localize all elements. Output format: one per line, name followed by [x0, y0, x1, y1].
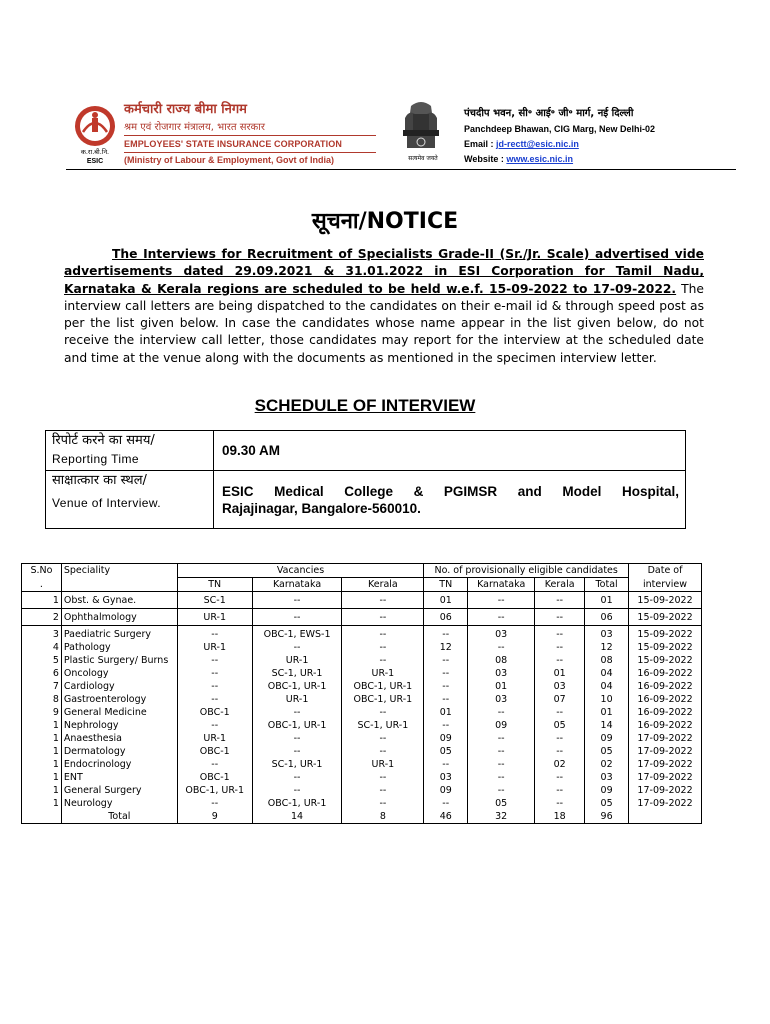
col-elig-kerala: Kerala	[535, 578, 585, 592]
row-sno: 2	[22, 609, 62, 626]
col-elig-tn: TN	[424, 578, 468, 592]
row-vac-kerala: --	[342, 609, 424, 626]
venue-label	[46, 471, 214, 529]
row-sno: 1	[22, 771, 62, 784]
row-date: 17-09-2022	[629, 771, 702, 784]
row-date: 15-09-2022	[629, 654, 702, 667]
row-speciality: Paediatric Surgery	[61, 626, 177, 642]
letterhead	[66, 100, 736, 170]
row-vac-kerala: --	[342, 626, 424, 642]
logo-text-english: ESIC	[86, 158, 104, 165]
row-elig-karnataka: --	[468, 609, 535, 626]
col-elig-karnataka: Karnataka	[468, 578, 535, 592]
row-vac-tn: OBC-1	[177, 706, 252, 719]
row-elig-tn: 03	[424, 771, 468, 784]
row-speciality: ENT	[61, 771, 177, 784]
row-vac-kerala: --	[342, 732, 424, 745]
row-elig-kerala: --	[535, 641, 585, 654]
reporting-time-row	[46, 431, 686, 471]
total-v-kerala: 8	[342, 810, 424, 824]
row-vac-karnataka: --	[252, 706, 342, 719]
row-elig-total: 14	[585, 719, 629, 732]
address-english: Panchdeep Bhawan, CIG Marg, New Delhi-02	[464, 124, 656, 134]
total-date-blank	[629, 810, 702, 824]
row-elig-tn: 06	[424, 609, 468, 626]
header-row-1	[22, 564, 702, 578]
table-row	[22, 732, 702, 745]
col-sno: S.No	[22, 564, 62, 578]
row-vac-karnataka: SC-1, UR-1	[252, 667, 342, 680]
row-elig-tn: --	[424, 693, 468, 706]
row-speciality: Cardiology	[61, 680, 177, 693]
row-vac-tn: --	[177, 797, 252, 810]
row-speciality: Oncology	[61, 667, 177, 680]
row-date: 15-09-2022	[629, 609, 702, 626]
row-elig-total: 03	[585, 771, 629, 784]
row-elig-tn: 01	[424, 592, 468, 609]
interview-info-table	[45, 430, 686, 529]
row-elig-total: 04	[585, 667, 629, 680]
row-elig-karnataka: --	[468, 745, 535, 758]
row-vac-kerala: --	[342, 784, 424, 797]
total-e-tn: 46	[424, 810, 468, 824]
row-elig-kerala: 07	[535, 693, 585, 706]
total-e-karnataka: 32	[468, 810, 535, 824]
ministry-english: (Ministry of Labour & Employment, Govt of India)	[124, 155, 335, 165]
row-date: 17-09-2022	[629, 745, 702, 758]
row-elig-tn: --	[424, 680, 468, 693]
total-label: Total	[61, 810, 177, 824]
row-elig-kerala: --	[535, 609, 585, 626]
col-date: Date of	[629, 564, 702, 578]
row-elig-karnataka: --	[468, 771, 535, 784]
row-elig-karnataka: --	[468, 641, 535, 654]
col-sno-dot: .	[22, 578, 62, 592]
col-vac-karnataka: Karnataka	[252, 578, 342, 592]
row-vac-tn: OBC-1, UR-1	[177, 784, 252, 797]
row-elig-karnataka: 08	[468, 654, 535, 667]
row-elig-karnataka: 03	[468, 626, 535, 642]
website-line	[464, 152, 744, 167]
reporting-label	[46, 431, 214, 471]
row-elig-tn: 12	[424, 641, 468, 654]
row-vac-tn: --	[177, 667, 252, 680]
col-vac-kerala: Kerala	[342, 578, 424, 592]
row-elig-karnataka: 05	[468, 797, 535, 810]
row-sno: 6	[22, 667, 62, 680]
venue-line-2: Rajajinagar, Bangalore-560010.	[222, 501, 421, 516]
row-elig-kerala: --	[535, 732, 585, 745]
venue-label-english: Venue of Interview.	[52, 496, 162, 510]
col-vacancies: Vacancies	[177, 564, 423, 578]
org-name-english: EMPLOYEES' STATE INSURANCE CORPORATION	[124, 139, 342, 149]
row-elig-total: 01	[585, 592, 629, 609]
row-date: 15-09-2022	[629, 641, 702, 654]
row-elig-tn: --	[424, 758, 468, 771]
row-date: 16-09-2022	[629, 719, 702, 732]
total-v-tn: 9	[177, 810, 252, 824]
row-elig-karnataka: --	[468, 732, 535, 745]
row-elig-total: 12	[585, 641, 629, 654]
row-elig-kerala: --	[535, 797, 585, 810]
row-elig-karnataka: --	[468, 784, 535, 797]
table-row	[22, 680, 702, 693]
org-divider-2	[124, 152, 376, 153]
row-elig-total: 05	[585, 745, 629, 758]
reporting-label-english: Reporting Time	[52, 452, 139, 466]
row-vac-karnataka: OBC-1, UR-1	[252, 719, 342, 732]
row-vac-tn: --	[177, 626, 252, 642]
table-row	[22, 667, 702, 680]
row-vac-karnataka: UR-1	[252, 693, 342, 706]
email-link[interactable]: jd-rectt@esic.nic.in	[496, 139, 579, 149]
row-speciality: Neurology	[61, 797, 177, 810]
col-elig-total: Total	[585, 578, 629, 592]
venue-value	[214, 471, 686, 529]
row-vac-kerala: --	[342, 654, 424, 667]
row-vac-karnataka: OBC-1, UR-1	[252, 797, 342, 810]
row-elig-tn: 01	[424, 706, 468, 719]
org-divider	[124, 135, 376, 136]
notice-text: The interview call letters are being dispatched to the candidates on their e-mail id & through speed post as per the list given below. In case the candidates whose name appear in the list given below, do not receive the interview call letter, those candidates may report for the interview at the scheduled date and time at the venue along with the documents as mentioned in the specimen interview letter.	[64, 281, 704, 365]
row-elig-karnataka: --	[468, 592, 535, 609]
table-row	[22, 592, 702, 609]
row-vac-karnataka: OBC-1, EWS-1	[252, 626, 342, 642]
row-date: 17-09-2022	[629, 758, 702, 771]
row-elig-tn: --	[424, 797, 468, 810]
row-elig-total: 03	[585, 626, 629, 642]
row-date: 16-09-2022	[629, 667, 702, 680]
notice-title: सूचना/NOTICE	[311, 209, 459, 234]
row-elig-tn: --	[424, 719, 468, 732]
email-line	[464, 137, 744, 152]
row-elig-total: 08	[585, 654, 629, 667]
row-vac-kerala: UR-1	[342, 667, 424, 680]
row-date: 16-09-2022	[629, 680, 702, 693]
table-row	[22, 626, 702, 642]
row-elig-total: 10	[585, 693, 629, 706]
vacancy-rows	[22, 592, 702, 811]
row-vac-karnataka: OBC-1, UR-1	[252, 680, 342, 693]
row-elig-kerala: --	[535, 784, 585, 797]
total-sno-blank	[22, 810, 62, 824]
emblem-motto: सत्यमेव जयते	[408, 155, 438, 162]
reporting-time-value: 09.30 AM	[214, 431, 686, 471]
row-date: 16-09-2022	[629, 693, 702, 706]
header-row-2	[22, 578, 702, 592]
row-sno: 1	[22, 592, 62, 609]
row-sno: 5	[22, 654, 62, 667]
row-speciality: Gastroenterology	[61, 693, 177, 706]
row-vac-kerala: --	[342, 592, 424, 609]
row-vac-karnataka: --	[252, 771, 342, 784]
row-elig-karnataka: --	[468, 706, 535, 719]
table-row	[22, 758, 702, 771]
row-vac-karnataka: --	[252, 745, 342, 758]
esic-logo	[70, 104, 120, 166]
total-v-karnataka: 14	[252, 810, 342, 824]
row-speciality: Ophthalmology	[61, 609, 177, 626]
row-vac-karnataka: SC-1, UR-1	[252, 758, 342, 771]
row-vac-tn: UR-1	[177, 609, 252, 626]
table-row	[22, 771, 702, 784]
row-date: 17-09-2022	[629, 732, 702, 745]
row-speciality: Dermatology	[61, 745, 177, 758]
row-elig-total: 09	[585, 732, 629, 745]
row-vac-tn: SC-1	[177, 592, 252, 609]
row-elig-karnataka: 03	[468, 667, 535, 680]
row-date: 17-09-2022	[629, 797, 702, 810]
row-elig-karnataka: 01	[468, 680, 535, 693]
row-sno: 4	[22, 641, 62, 654]
website-link[interactable]: www.esic.nic.in	[506, 154, 574, 164]
row-elig-kerala: --	[535, 592, 585, 609]
row-vac-kerala: OBC-1, UR-1	[342, 680, 424, 693]
logo-text-hindi: क.रा.बी.नि.	[80, 148, 110, 156]
vacancy-table	[21, 563, 702, 824]
row-sno: 3	[22, 626, 62, 642]
row-elig-tn: --	[424, 654, 468, 667]
address-hindi: पंचदीप भवन, सी॰ आई॰ जी॰ मार्ग, नई दिल्ली	[464, 108, 634, 119]
total-e-total: 96	[585, 810, 629, 824]
row-elig-tn: --	[424, 667, 468, 680]
table-row	[22, 784, 702, 797]
row-sno: 8	[22, 693, 62, 706]
row-elig-tn: --	[424, 626, 468, 642]
row-vac-kerala: OBC-1, UR-1	[342, 693, 424, 706]
row-vac-kerala: --	[342, 706, 424, 719]
row-vac-tn: --	[177, 719, 252, 732]
col-date-2: interview	[629, 578, 702, 592]
table-row	[22, 706, 702, 719]
notice-lead: The Interviews for Recruitment of Specialists Grade-II (Sr./Jr. Scale) advertised vide advertisements dated 29.09.2021 & 31.01.2022 in ESI Corporation for Tamil Nadu, Karnataka & Kerala regions are scheduled to be held w.e.f. 15-09-2022 to 17-09-2022.	[64, 247, 704, 296]
row-vac-karnataka: --	[252, 592, 342, 609]
ministry-hindi: श्रम एवं रोजगार मंत्रालय, भारत सरकार	[124, 122, 265, 133]
website-label: Website :	[464, 154, 504, 164]
table-row	[22, 719, 702, 732]
row-vac-tn: OBC-1	[177, 745, 252, 758]
row-vac-tn: UR-1	[177, 732, 252, 745]
row-speciality: Endocrinology	[61, 758, 177, 771]
row-elig-tn: 09	[424, 784, 468, 797]
row-sno: 1	[22, 719, 62, 732]
total-row	[22, 810, 702, 824]
row-vac-kerala: UR-1	[342, 758, 424, 771]
row-vac-kerala: --	[342, 745, 424, 758]
email-label: Email :	[464, 139, 494, 149]
row-sno: 1	[22, 784, 62, 797]
row-sno: 1	[22, 797, 62, 810]
row-elig-karnataka: 09	[468, 719, 535, 732]
col-vac-tn: TN	[177, 578, 252, 592]
row-speciality: General Surgery	[61, 784, 177, 797]
row-elig-karnataka: 03	[468, 693, 535, 706]
schedule-title: SCHEDULE OF INTERVIEW	[254, 396, 476, 415]
row-speciality: Anaesthesia	[61, 732, 177, 745]
row-elig-kerala: 02	[535, 758, 585, 771]
row-sno: 7	[22, 680, 62, 693]
row-elig-kerala: 01	[535, 667, 585, 680]
notice-body	[64, 246, 704, 367]
org-name-hindi: कर्मचारी राज्य बीमा निगम	[124, 102, 247, 117]
row-date: 15-09-2022	[629, 592, 702, 609]
table-row	[22, 641, 702, 654]
row-speciality: Obst. & Gynae.	[61, 592, 177, 609]
row-speciality: General Medicine	[61, 706, 177, 719]
venue-label-hindi: साक्षात्कार का स्थल/	[52, 473, 147, 488]
row-vac-tn: OBC-1	[177, 771, 252, 784]
row-elig-total: 09	[585, 784, 629, 797]
row-elig-kerala: --	[535, 771, 585, 784]
col-eligible: No. of provisionally eligible candidates	[424, 564, 629, 578]
row-vac-karnataka: UR-1	[252, 654, 342, 667]
row-vac-kerala: SC-1, UR-1	[342, 719, 424, 732]
total-e-kerala: 18	[535, 810, 585, 824]
row-elig-tn: 05	[424, 745, 468, 758]
row-vac-kerala: --	[342, 641, 424, 654]
row-elig-kerala: --	[535, 626, 585, 642]
row-elig-total: 04	[585, 680, 629, 693]
row-sno: 1	[22, 745, 62, 758]
row-elig-kerala: --	[535, 654, 585, 667]
row-elig-kerala: --	[535, 706, 585, 719]
row-elig-total: 01	[585, 706, 629, 719]
row-vac-tn: --	[177, 693, 252, 706]
table-row	[22, 654, 702, 667]
row-vac-kerala: --	[342, 797, 424, 810]
table-row	[22, 797, 702, 810]
row-vac-kerala: --	[342, 771, 424, 784]
row-speciality: Plastic Surgery/ Burns	[61, 654, 177, 667]
row-vac-karnataka: --	[252, 784, 342, 797]
row-elig-total: 05	[585, 797, 629, 810]
row-speciality: Nephrology	[61, 719, 177, 732]
row-elig-total: 02	[585, 758, 629, 771]
row-vac-karnataka: --	[252, 609, 342, 626]
row-date: 16-09-2022	[629, 706, 702, 719]
table-row	[22, 745, 702, 758]
col-speciality-blank	[61, 578, 177, 592]
address-block	[464, 106, 744, 167]
row-vac-karnataka: --	[252, 641, 342, 654]
row-vac-tn: --	[177, 680, 252, 693]
col-speciality: Speciality	[61, 564, 177, 578]
row-vac-tn: --	[177, 758, 252, 771]
row-elig-kerala: 05	[535, 719, 585, 732]
row-vac-tn: --	[177, 654, 252, 667]
venue-row	[46, 471, 686, 529]
row-sno: 1	[22, 758, 62, 771]
row-sno: 9	[22, 706, 62, 719]
table-row	[22, 609, 702, 626]
table-row	[22, 693, 702, 706]
row-vac-karnataka: --	[252, 732, 342, 745]
venue-line-1: ESIC Medical College & PGIMSR and Model Hospital,	[222, 484, 679, 499]
row-sno: 1	[22, 732, 62, 745]
row-elig-kerala: --	[535, 745, 585, 758]
row-vac-tn: UR-1	[177, 641, 252, 654]
row-speciality: Pathology	[61, 641, 177, 654]
row-elig-tn: 09	[424, 732, 468, 745]
row-elig-karnataka: --	[468, 758, 535, 771]
row-date: 17-09-2022	[629, 784, 702, 797]
row-date: 15-09-2022	[629, 626, 702, 642]
header-divider	[66, 169, 736, 170]
row-elig-total: 06	[585, 609, 629, 626]
reporting-label-hindi: रिपोर्ट करने का समय/	[52, 433, 155, 448]
row-elig-kerala: 03	[535, 680, 585, 693]
